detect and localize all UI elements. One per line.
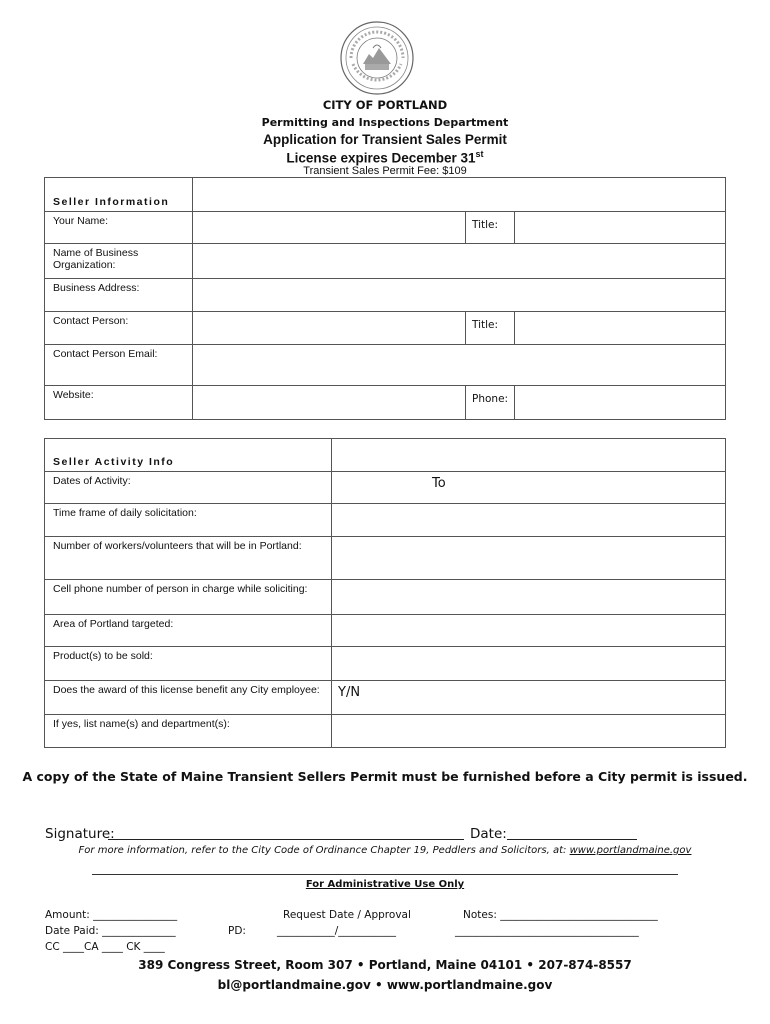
signature-field[interactable]: [108, 839, 464, 840]
contact-email-label: Contact Person Email:: [45, 345, 193, 386]
time-frame-field[interactable]: [332, 504, 726, 537]
business-address-label: Business Address:: [45, 279, 193, 312]
dates-of-activity-label: Dates of Activity:: [45, 472, 332, 504]
award-benefit-label: Does the award of this license benefit any City employee:: [45, 681, 332, 715]
admin-heading: For Administrative Use Only: [305, 879, 465, 890]
if-yes-label: If yes, list name(s) and department(s):: [45, 715, 332, 748]
website-field[interactable]: [193, 386, 466, 420]
permit-fee: Transient Sales Permit Fee: $109: [303, 165, 467, 177]
your-name-field[interactable]: [193, 212, 466, 244]
contact-email-field[interactable]: [193, 345, 726, 386]
cell-phone-field[interactable]: [332, 580, 726, 615]
award-benefit-field[interactable]: [332, 681, 726, 715]
admin-notes: Notes: ______________________________: [463, 909, 658, 921]
website-label: Website:: [45, 386, 193, 420]
phone-label: Phone:: [466, 386, 515, 420]
contact-person-field[interactable]: [193, 312, 466, 345]
phone-field[interactable]: [515, 386, 726, 420]
date-label: Date:: [470, 826, 507, 842]
form-title: Application for Transient Sales Permit: [263, 132, 507, 147]
more-info-text: For more information, refer to the City Code of Ordinance Chapter 19, Peddlers and Solicitors, at: www.portlandmaine.gov: [78, 845, 692, 856]
workers-field[interactable]: [332, 537, 726, 580]
state-permit-notice: A copy of the State of Maine Transient Sellers Permit must be furnished before a City permit is issued.: [22, 769, 748, 784]
admin-date-paid: Date Paid: ______________: [45, 925, 176, 937]
your-name-label: Your Name:: [45, 212, 193, 244]
seller-info-table: [44, 177, 726, 420]
area-field[interactable]: [332, 615, 726, 647]
title-field[interactable]: [515, 212, 726, 244]
area-label: Area of Portland targeted:: [45, 615, 332, 647]
products-field[interactable]: [332, 647, 726, 681]
contact-title-label: Title:: [466, 312, 515, 345]
date-field[interactable]: [507, 839, 637, 840]
dates-to-text: To: [432, 476, 446, 491]
activity-info-table: [44, 438, 726, 748]
title-label: Title:: [466, 212, 515, 244]
contact-person-label: Contact Person:: [45, 312, 193, 345]
business-name-label: Name of Business Organization:: [45, 244, 193, 279]
admin-pd-line: ___________/___________: [277, 925, 397, 937]
dates-of-activity-field[interactable]: [332, 472, 726, 504]
seller-info-header-blank: [193, 178, 726, 212]
department-name: Permitting and Inspections Department: [261, 116, 509, 129]
admin-notes-line: ___________________________________: [455, 925, 639, 937]
portland-link[interactable]: www.portlandmaine.gov: [569, 845, 692, 856]
city-seal-icon: [339, 20, 415, 96]
workers-label: Number of workers/volunteers that will be in Portland:: [45, 537, 332, 580]
contact-title-field[interactable]: [515, 312, 726, 345]
footer-address: 389 Congress Street, Room 307 • Portland, Maine 04101 • 207-874-8557: [138, 958, 632, 972]
cell-phone-label: Cell phone number of person in charge while soliciting:: [45, 580, 332, 615]
admin-amount: Amount: ________________: [45, 909, 178, 921]
city-name: CITY OF PORTLAND: [322, 98, 448, 112]
time-frame-label: Time frame of daily solicitation:: [45, 504, 332, 537]
business-name-field[interactable]: [193, 244, 726, 279]
admin-pd-label: PD:: [228, 925, 246, 937]
admin-cc-line: CC ____CA ____ CK ____: [45, 941, 165, 953]
activity-info-heading: Seller Activity Info: [45, 439, 332, 472]
activity-header-blank: [332, 439, 726, 472]
admin-request-date: Request Date / Approval: [283, 909, 411, 921]
admin-divider: [92, 874, 678, 875]
award-yn-text: Y/N: [338, 685, 361, 700]
seller-info-heading: Seller Information: [45, 178, 193, 212]
business-address-field[interactable]: [193, 279, 726, 312]
products-label: Product(s) to be sold:: [45, 647, 332, 681]
footer-contact: bl@portlandmaine.gov • www.portlandmaine.gov: [217, 978, 553, 992]
if-yes-field[interactable]: [332, 715, 726, 748]
license-expiry: License expires December 31st: [286, 149, 484, 166]
signature-label: Signature:: [45, 826, 115, 842]
